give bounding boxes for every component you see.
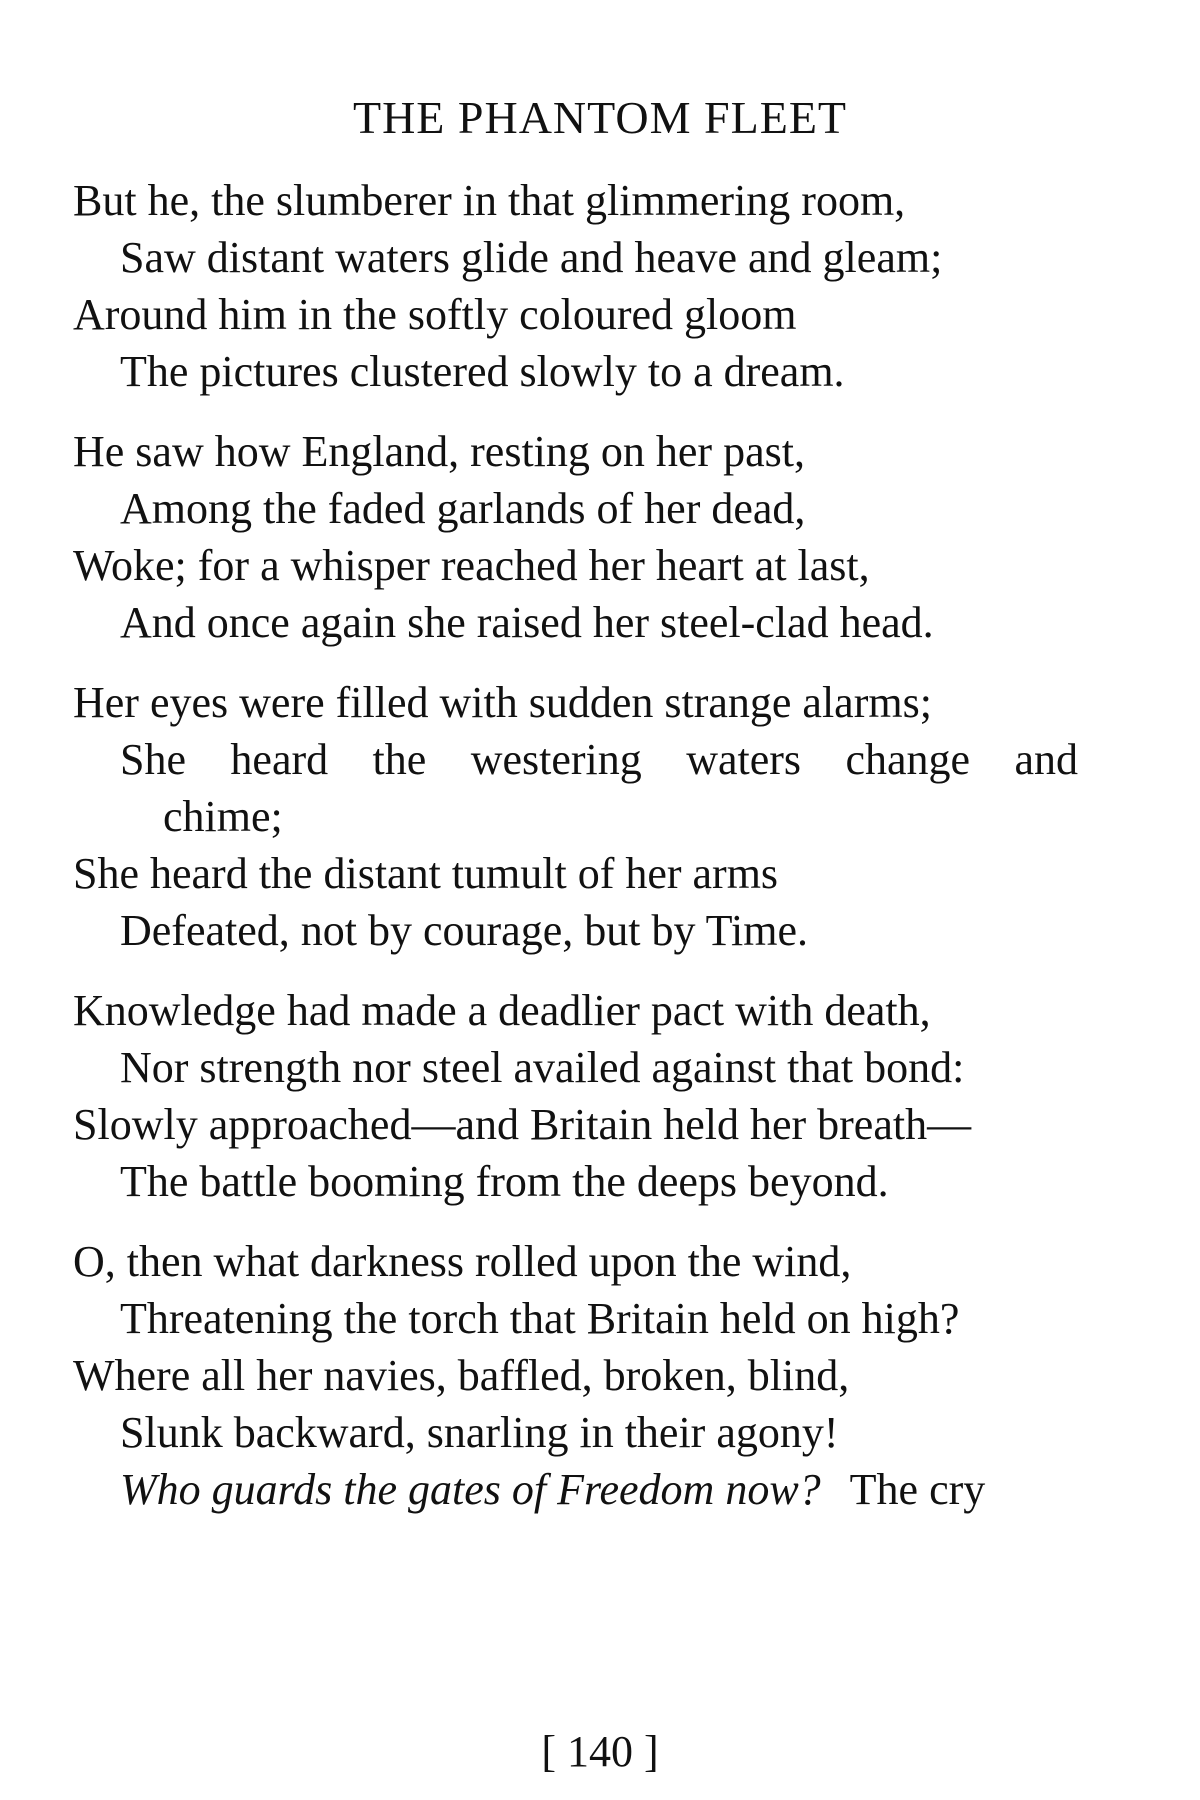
poem-line: Her eyes were filled with sudden strange alarms; (73, 678, 932, 727)
poem-line: Where all her navies, baffled, broken, blind, (73, 1351, 850, 1400)
page-number: [ 140 ] (541, 1727, 659, 1776)
catchword-text: The cry (849, 1465, 986, 1514)
poem-line: But he, the slumberer in that glimmering room, (73, 176, 906, 225)
poem-line: Threatening the torch that Britain held on high? (120, 1294, 960, 1343)
poem-line: He saw how England, resting on her past, (73, 427, 805, 476)
poem-line: Around him in the softly coloured gloom (73, 290, 797, 339)
poem-line: She heard the distant tumult of her arms (73, 849, 779, 898)
italic-question: Who guards the gates of Freedom now? (120, 1465, 821, 1514)
poem-line: Saw distant waters glide and heave and gleam; (120, 233, 943, 282)
poem-line: Knowledge had made a deadlier pact with death, (73, 986, 931, 1035)
poem-line: Slunk backward, snarling in their agony! (120, 1408, 839, 1457)
poem-line-mixed (120, 1460, 985, 1520)
poem-line: She heard the westering waters change and (120, 735, 1078, 784)
poem-line: O, then what darkness rolled upon the wind, (73, 1237, 852, 1286)
poem-line: Among the faded garlands of her dead, (120, 484, 806, 533)
poem-line-continuation: chime; (163, 792, 283, 841)
poem-line: Woke; for a whisper reached her heart at last, (73, 541, 870, 590)
poem-line: The pictures clustered slowly to a dream. (120, 347, 845, 396)
page-title: THE PHANTOM FLEET (352, 92, 848, 143)
poem-line: The battle booming from the deeps beyond. (120, 1157, 889, 1206)
poem-line: Slowly approached—and Britain held her breath— (73, 1100, 972, 1149)
poem-line: Defeated, not by courage, but by Time. (120, 906, 808, 955)
poem-line: And once again she raised her steel-clad head. (120, 598, 934, 647)
poem-line: Nor strength nor steel availed against that bond: (120, 1043, 965, 1092)
